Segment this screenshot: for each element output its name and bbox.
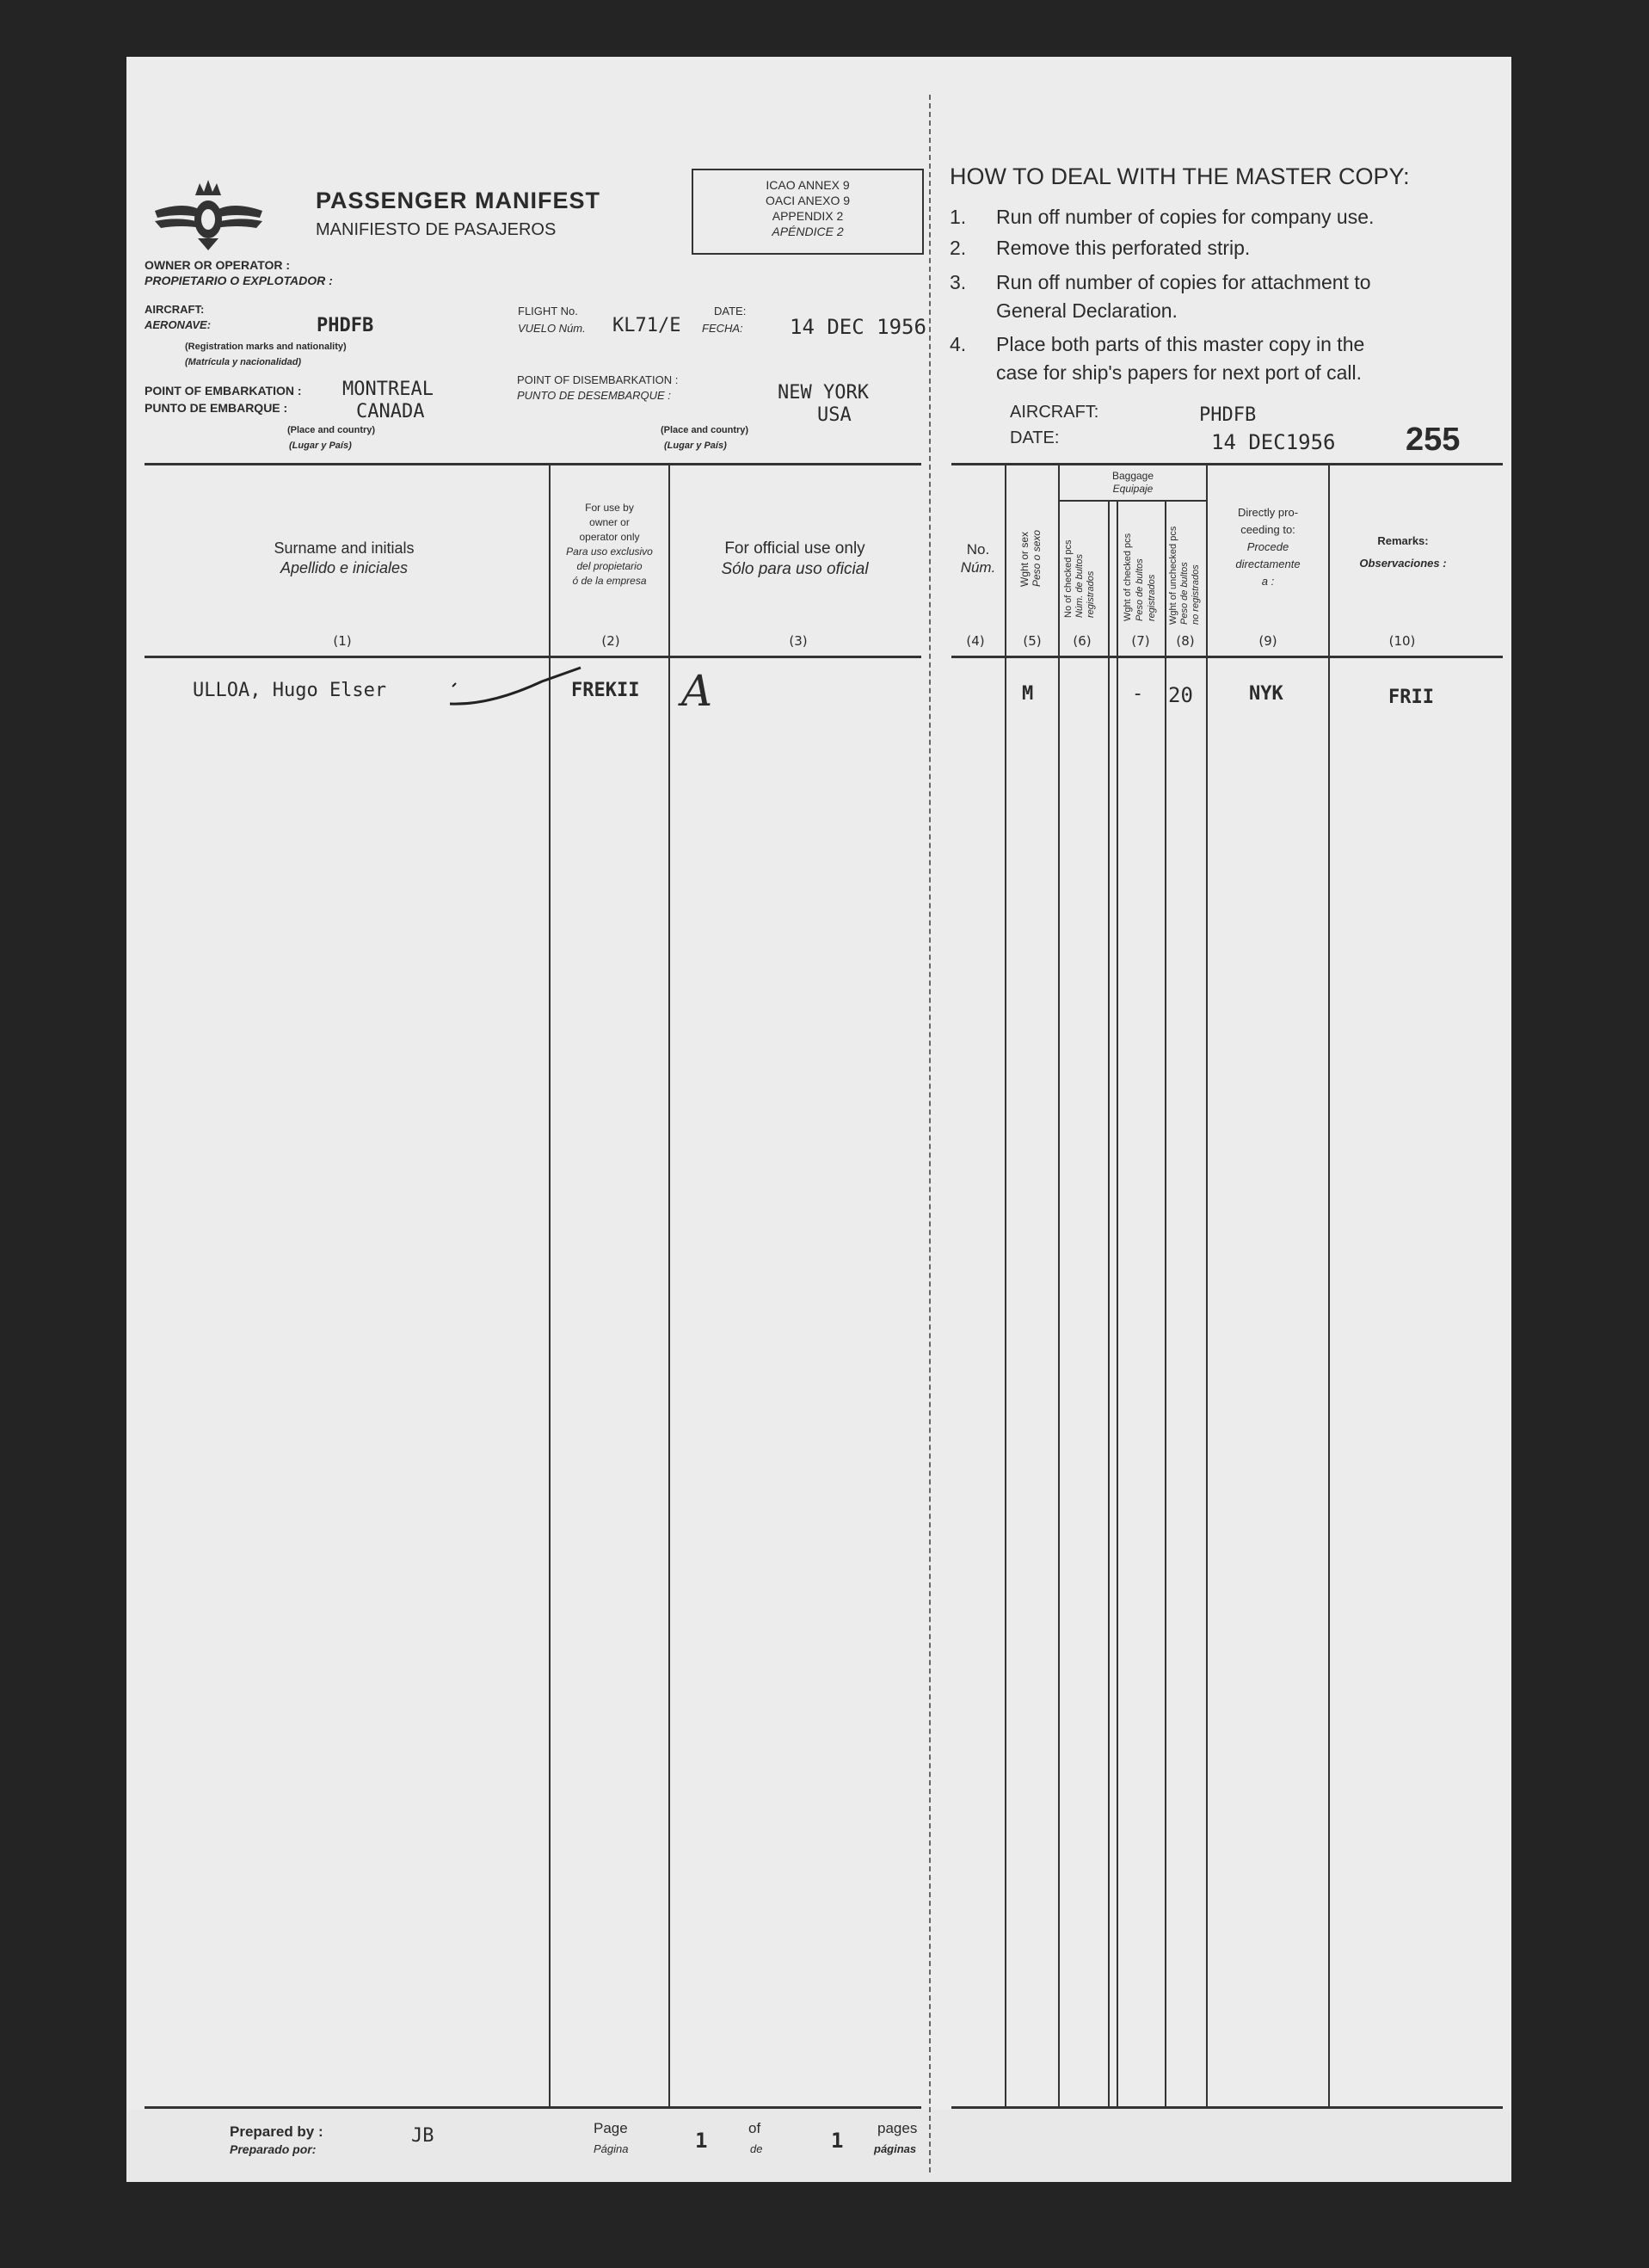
column-number: (9) — [1258, 633, 1277, 649]
col8-header — [1168, 527, 1202, 625]
column-divider — [1005, 465, 1006, 2108]
prepared-by-label-es: Preparado por: — [230, 2142, 317, 2156]
column-divider — [1058, 465, 1060, 2108]
instruction-number: 3. — [950, 271, 967, 293]
icao-line: APÉNDICE 2 — [772, 225, 844, 238]
disembarkation-country: USA — [817, 404, 852, 426]
table-top-rule — [145, 463, 921, 465]
instruction-number: 4. — [950, 333, 967, 355]
col8-header-line: Wght of unchecked pcs — [1168, 526, 1178, 625]
col2-header-line: del propietario — [576, 560, 643, 572]
remarks: FRII — [1388, 687, 1434, 708]
col5-header — [1018, 530, 1043, 587]
column-number: (4) — [966, 633, 985, 649]
col5-header-line: Wght or sex — [1018, 531, 1031, 587]
instruction-number: 2. — [950, 237, 967, 259]
of-label: of — [748, 2120, 761, 2136]
aircraft-label: AIRCRAFT: — [145, 303, 205, 316]
registration-note-es: (Matrícula y nacionalidad) — [185, 357, 302, 367]
col6-header-line: No of checked pcs — [1063, 539, 1074, 618]
place-note-2-es: (Lugar y País) — [664, 441, 727, 451]
date-label-es: FECHA: — [702, 322, 743, 335]
col5-header-line: Peso o sexo — [1031, 529, 1043, 587]
airline-crown-logo — [151, 176, 267, 254]
of-label-es: de — [750, 2142, 763, 2155]
instruction-text: Run off number of copies for attachment to — [996, 271, 1371, 293]
col4-header-en: No. — [966, 541, 990, 558]
destination: NYK — [1249, 683, 1283, 705]
col2-header-line: Para uso exclusivo — [566, 545, 653, 558]
col10-header-es: Observaciones : — [1359, 557, 1447, 570]
disembarkation-label: POINT OF DISEMBARKATION : — [517, 373, 679, 386]
col4-header-es: Núm. — [960, 559, 996, 576]
icao-line: ICAO ANNEX 9 — [766, 178, 850, 192]
column-number: (2) — [601, 633, 620, 649]
baggage-header — [1060, 470, 1206, 496]
page-label-es: Página — [594, 2142, 629, 2155]
col7-header-line: Peso de bultos — [1135, 558, 1145, 621]
header-bottom-rule — [951, 656, 1503, 658]
unchecked-weight: 20 — [1168, 683, 1193, 707]
prepared-by-label: Prepared by : — [230, 2123, 323, 2140]
form-title: PASSENGER MANIFEST — [316, 188, 601, 213]
perforation-line — [929, 95, 938, 2172]
col7-header — [1122, 533, 1158, 621]
col9-header — [1208, 504, 1328, 590]
col3-header — [670, 539, 920, 580]
page-label: Page — [594, 2120, 628, 2136]
place-note-es: (Lugar y País) — [289, 441, 352, 451]
col7-header-line: Wght of checked pcs — [1123, 533, 1133, 621]
col9-header-line: ceeding to: — [1240, 523, 1295, 536]
col9-header-line: directamente — [1235, 558, 1301, 570]
prepared-by-value: JB — [411, 2125, 434, 2147]
col1-header-en: Surname and initials — [274, 539, 415, 557]
icao-line: OACI ANEXO 9 — [765, 194, 851, 207]
checked-weight-dash: - — [1132, 683, 1144, 705]
baggage-header-en: Baggage — [1111, 470, 1154, 482]
flight-label: FLIGHT No. — [518, 305, 578, 317]
header-bottom-rule — [145, 656, 921, 658]
flight-value: KL71/E — [612, 315, 681, 336]
col2-header — [551, 501, 668, 589]
place-note: (Place and country) — [287, 425, 376, 435]
owner-label-es: PROPIETARIO O EXPLOTADOR : — [145, 274, 333, 287]
of-value: 1 — [831, 2129, 844, 2153]
column-divider — [1328, 465, 1330, 2108]
col6-header — [1063, 540, 1097, 619]
aircraft-value-right: PHDFB — [1199, 404, 1257, 426]
table-bottom-rule — [951, 2106, 1503, 2109]
col2-header-line: operator only — [579, 531, 640, 543]
column-number: (5) — [1023, 633, 1042, 649]
aircraft-label-es: AERONAVE: — [145, 318, 212, 331]
date-label: DATE: — [714, 305, 747, 317]
instruction-text: Place both parts of this master copy in the — [996, 333, 1365, 355]
date-label-right: DATE: — [1010, 428, 1060, 447]
place-note-2: (Place and country) — [661, 425, 749, 435]
registration-note: (Registration marks and nationality) — [185, 342, 347, 352]
icao-reference-box — [692, 169, 924, 255]
instruction-text: Remove this perforated strip. — [996, 237, 1251, 259]
col7-header-line: registrados — [1147, 574, 1157, 621]
aircraft-label-right: AIRCRAFT: — [1010, 403, 1099, 422]
column-divider — [1108, 501, 1110, 2108]
baggage-rule — [1058, 500, 1206, 502]
embarkation-city: MONTREAL — [342, 379, 434, 400]
embarkation-label-es: PUNTO DE EMBARQUE : — [145, 401, 288, 415]
column-number: (8) — [1176, 633, 1195, 649]
passenger-name: ULLOA, Hugo Elser — [193, 680, 387, 701]
form-subtitle: MANIFIESTO DE PASAJEROS — [316, 220, 557, 239]
page-serial-number: 255 — [1406, 422, 1461, 458]
column-divider — [1206, 465, 1208, 2108]
column-number: (1) — [333, 633, 352, 649]
col2-header-line: For use by — [585, 502, 634, 514]
col9-header-line: Directly pro- — [1237, 506, 1299, 519]
table-top-rule — [951, 463, 1503, 465]
col1-header-es: Apellido e iniciales — [280, 558, 409, 576]
col8-header-line: Peso de bultos — [1179, 562, 1190, 625]
pages-label: pages — [877, 2120, 918, 2136]
col9-header-line: Procede — [1246, 540, 1289, 553]
disembarkation-city: NEW YORK — [778, 382, 869, 404]
embarkation-label: POINT OF EMBARKATION : — [145, 384, 302, 398]
col10-header-en: Remarks: — [1377, 534, 1429, 547]
col3-header-en: For official use only — [724, 539, 865, 558]
instructions-title: HOW TO DEAL WITH THE MASTER COPY: — [950, 163, 1410, 189]
disembarkation-label-es: PUNTO DE DESEMBARQUE : — [517, 389, 671, 402]
passenger-sex: M — [1022, 683, 1034, 705]
aircraft-value: PHDFB — [317, 315, 374, 336]
date-value: 14 DEC 1956 — [790, 315, 926, 339]
date-value-right: 14 DEC1956 — [1211, 430, 1336, 454]
footer-strip — [127, 2110, 1511, 2182]
instruction-number: 1. — [950, 206, 967, 228]
column-number: (7) — [1131, 633, 1150, 649]
column-number: (3) — [789, 633, 808, 649]
col2-header-line: owner or — [589, 516, 630, 528]
embarkation-country: CANADA — [356, 401, 425, 422]
column-divider — [1117, 501, 1118, 2108]
column-number: (6) — [1073, 633, 1092, 649]
col1-header — [172, 539, 516, 577]
col10-header — [1330, 530, 1476, 575]
col8-header-line: no registrados — [1191, 564, 1201, 625]
instructions-list — [950, 201, 1374, 385]
owner-label: OWNER OR OPERATOR : — [145, 258, 291, 272]
col2-header-line: ó de la empresa — [572, 575, 647, 587]
instruction-text: General Declaration. — [996, 299, 1178, 322]
col6-header-line: Núm. de bultos — [1074, 554, 1085, 618]
instruction-text: Run off number of copies for company use. — [996, 206, 1375, 228]
baggage-header-es: Equipaje — [1112, 483, 1154, 495]
icao-line: APPENDIX 2 — [772, 209, 844, 223]
instruction-text: case for ship's papers for next port of call. — [996, 361, 1362, 384]
handwritten-check-mark — [447, 663, 585, 714]
col3-header-es: Sólo para uso oficial — [721, 559, 869, 578]
column-divider — [1165, 501, 1166, 2108]
table-bottom-rule — [145, 2106, 921, 2109]
flight-label-es: VUELO Núm. — [518, 322, 586, 335]
column-divider — [668, 465, 670, 2108]
column-number: (10) — [1388, 633, 1416, 649]
operator-use-code: FREKII — [571, 680, 640, 701]
col6-header-line: registrados — [1086, 570, 1096, 618]
pages-label-es: páginas — [874, 2142, 917, 2155]
page-value: 1 — [695, 2129, 708, 2153]
col9-header-line: a : — [1261, 575, 1275, 588]
official-use-mark: A — [681, 666, 713, 716]
col4-header — [951, 540, 1005, 577]
